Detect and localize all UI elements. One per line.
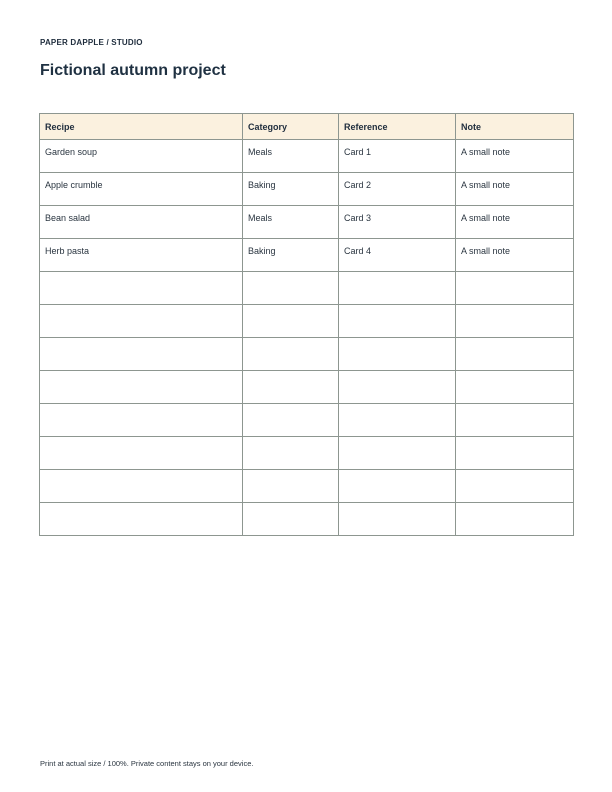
column-header-reference: Reference [339, 114, 456, 140]
table-cell-category [243, 404, 339, 437]
table-cell-category [243, 470, 339, 503]
table-cell-reference [339, 404, 456, 437]
table-cell-note [456, 404, 574, 437]
table-cell-reference [339, 437, 456, 470]
table-cell-reference [339, 470, 456, 503]
table-cell-reference: Card 2 [339, 173, 456, 206]
table-cell-reference: Card 4 [339, 239, 456, 272]
table-cell-category [243, 371, 339, 404]
table-cell-recipe [40, 470, 243, 503]
table-row [40, 404, 574, 437]
table-cell-category: Baking [243, 239, 339, 272]
table-row [40, 305, 574, 338]
table-cell-category: Meals [243, 140, 339, 173]
table-cell-note [456, 503, 574, 536]
table-header-row [40, 114, 574, 140]
table-cell-reference [339, 503, 456, 536]
table-cell-recipe: Herb pasta [40, 239, 243, 272]
table-cell-category: Meals [243, 206, 339, 239]
table-cell-category [243, 338, 339, 371]
table-cell-note [456, 272, 574, 305]
table-cell-category: Baking [243, 173, 339, 206]
table-cell-recipe: Apple crumble [40, 173, 243, 206]
table-row [40, 371, 574, 404]
column-header-category: Category [243, 114, 339, 140]
table-cell-note [456, 371, 574, 404]
print-note: Print at actual size / 100%. Private content stays on your device. [40, 759, 254, 768]
table-cell-recipe [40, 338, 243, 371]
table-cell-note: A small note [456, 239, 574, 272]
table-cell-note: A small note [456, 173, 574, 206]
table-cell-note [456, 338, 574, 371]
table-cell-reference: Card 3 [339, 206, 456, 239]
table-cell-recipe [40, 272, 243, 305]
table-row [40, 173, 574, 206]
brand-label: PAPER DAPPLE / STUDIO [40, 38, 143, 47]
table-cell-reference [339, 338, 456, 371]
table-body [40, 140, 574, 536]
table-cell-reference: Card 1 [339, 140, 456, 173]
table-cell-recipe [40, 404, 243, 437]
table-cell-note: A small note [456, 140, 574, 173]
table-cell-recipe: Bean salad [40, 206, 243, 239]
table-cell-category [243, 437, 339, 470]
table-cell-recipe [40, 305, 243, 338]
table-cell-category [243, 305, 339, 338]
table-row [40, 140, 574, 173]
table-cell-reference [339, 305, 456, 338]
table-cell-category [243, 272, 339, 305]
table-row [40, 272, 574, 305]
table-cell-recipe: Garden soup [40, 140, 243, 173]
table-row [40, 206, 574, 239]
table-cell-note: A small note [456, 206, 574, 239]
table-cell-recipe [40, 371, 243, 404]
recipe-table [39, 113, 574, 536]
table-cell-note [456, 437, 574, 470]
table-row [40, 503, 574, 536]
column-header-note: Note [456, 114, 574, 140]
page-title: Fictional autumn project [40, 62, 226, 79]
table-cell-recipe [40, 437, 243, 470]
table-row [40, 338, 574, 371]
table-cell-recipe [40, 503, 243, 536]
table-cell-category [243, 503, 339, 536]
table-cell-note [456, 305, 574, 338]
table-cell-reference [339, 371, 456, 404]
table-row [40, 470, 574, 503]
table-row [40, 437, 574, 470]
table-row [40, 239, 574, 272]
table-cell-reference [339, 272, 456, 305]
table-cell-note [456, 470, 574, 503]
column-header-recipe: Recipe [40, 114, 243, 140]
